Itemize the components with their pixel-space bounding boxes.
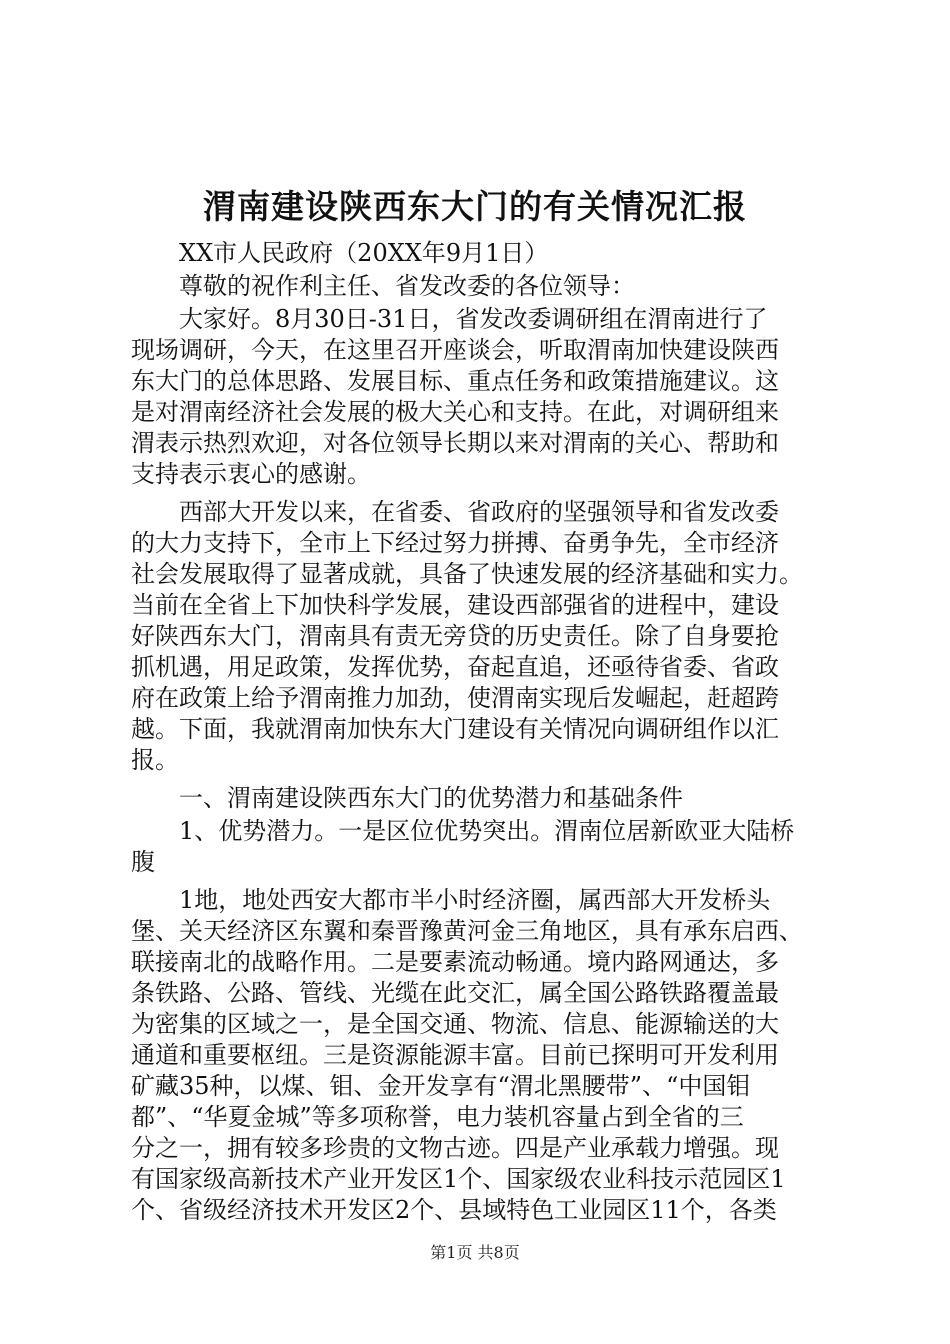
- paragraph-line: 1地，地处西安大都市半小时经济圈，属西部大开发桥头: [179, 886, 771, 914]
- paragraph-line: 联接南北的战略作用。二是要素流动畅通。境内路网通达，多: [131, 948, 779, 976]
- paragraph-line: 西部大开发以来，在省委、省政府的坚强领导和省发改委: [179, 498, 779, 526]
- paragraph-line: 大家好。8月30日-31日，省发改委调研组在渭南进行了: [179, 305, 768, 333]
- paragraph-line: 矿藏35种，以煤、钼、金开发享有“渭北黑腰带”、“中国钼: [131, 1072, 751, 1100]
- document-body: [131, 238, 831, 1226]
- issuer-date-line: XX市人民政府（20XX年9月1日）: [179, 239, 549, 267]
- paragraph-line: 个、省级经济技术开发区2个、县域特色工业园区11个，各类: [131, 1196, 777, 1224]
- paragraph-line: 腹: [131, 848, 155, 876]
- paragraph-line: 好陕西东大门，渭南具有责无旁贷的历史责任。除了自身要抢: [131, 622, 779, 650]
- paragraph-line: 都”、“华夏金城”等多项称誉，电力装机容量占到全省的三: [131, 1103, 744, 1131]
- paragraph-line: 有国家级高新技术产业开发区1个、国家级农业科技示范园区1: [131, 1165, 786, 1193]
- paragraph-line: 渭表示热烈欢迎，对各位领导长期以来对渭南的关心、帮助和: [131, 429, 779, 457]
- paragraph-line: 为密集的区域之一，是全国交通、物流、信息、能源输送的大: [131, 1010, 779, 1038]
- document-title: 渭南建设陕西东大门的有关情况汇报: [203, 187, 747, 226]
- paragraph-line: 府在政策上给予渭南推力加劲，使渭南实现后发崛起，赶超跨: [131, 684, 779, 712]
- paragraph-line: 条铁路、公路、管线、光缆在此交汇，属全国公路铁路覆盖最: [131, 979, 779, 1007]
- paragraph-line: 当前在全省上下加快科学发展，建设西部强省的进程中，建设: [131, 591, 779, 619]
- paragraph-line: 1、优势潜力。一是区位优势突出。渭南位居新欧亚大陆桥: [179, 817, 795, 845]
- page-number-footer: 第1页 共8页: [430, 1243, 520, 1262]
- paragraph-line: 堡、关天经济区东翼和秦晋豫黄河金三角地区，具有承东启西、: [131, 917, 803, 945]
- paragraph-line: 东大门的总体思路、发展目标、重点任务和政策措施建议。这: [131, 367, 779, 395]
- section-heading: 一、渭南建设陕西东大门的优势潜力和基础条件: [179, 784, 683, 812]
- paragraph-line: 现场调研，今天，在这里召开座谈会，听取渭南加快建设陕西: [131, 336, 779, 364]
- paragraph-line: 支持表示衷心的感谢。: [131, 460, 371, 488]
- paragraph-line: 社会发展取得了显著成就，具备了快速发展的经济基础和实力。: [131, 560, 803, 588]
- paragraph-line: 抓机遇，用足政策，发挥优势，奋起直追，还亟待省委、省政: [131, 653, 779, 681]
- paragraph-line: 通道和重要枢纽。三是资源能源丰富。目前已探明可开发利用: [131, 1041, 779, 1069]
- paragraph-line: 的大力支持下，全市上下经过努力拼搏、奋勇争先，全市经济: [131, 529, 779, 557]
- paragraph-line: 报。: [131, 746, 179, 774]
- salutation: 尊敬的祝作利主任、省发改委的各位领导：: [179, 272, 635, 300]
- paragraph-line: 分之一，拥有较多珍贵的文物古迹。四是产业承载力增强。现: [131, 1134, 779, 1162]
- paragraph-line: 越。下面，我就渭南加快东大门建设有关情况向调研组作以汇: [131, 715, 779, 743]
- paragraph-line: 是对渭南经济社会发展的极大关心和支持。在此，对调研组来: [131, 398, 779, 426]
